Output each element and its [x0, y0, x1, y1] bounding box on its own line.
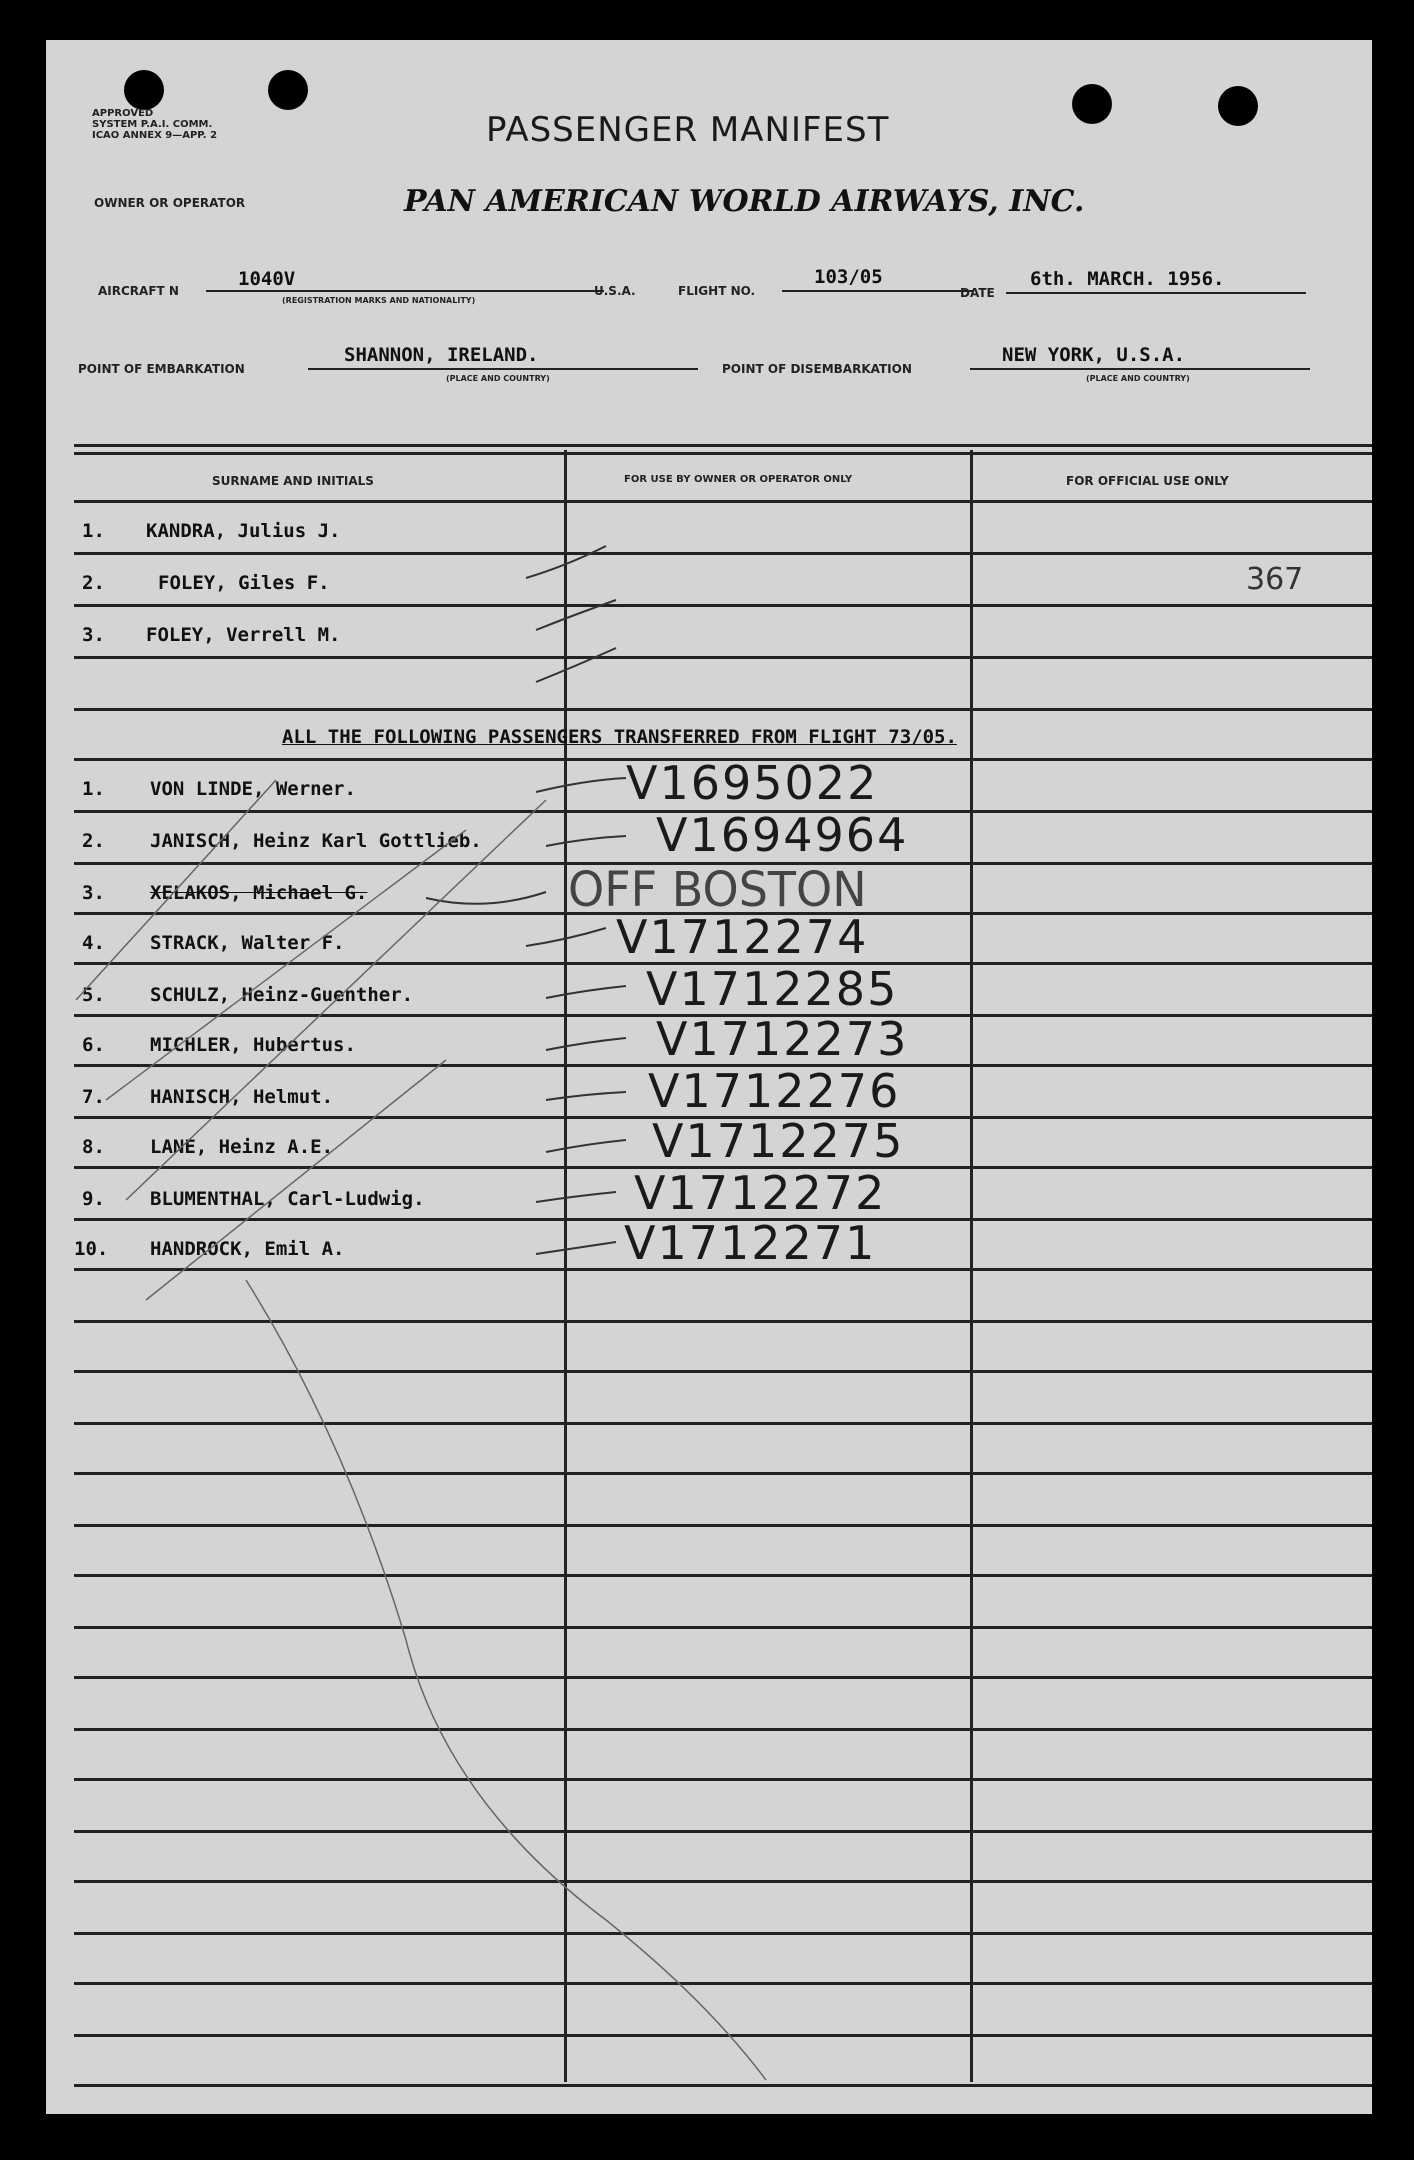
embark-value: SHANNON, IRELAND.: [344, 344, 539, 366]
transfer-name: XELAKOS, Michael G.: [150, 882, 368, 904]
passenger-number: 1.: [82, 520, 105, 542]
transfer-code: V1712285: [646, 962, 899, 1016]
transfer-number: 6.: [82, 1034, 105, 1056]
pen-marks: [46, 40, 1372, 2114]
col-header-owner-use: FOR USE BY OWNER OR OPERATOR ONLY: [624, 474, 853, 485]
passenger-number: 2.: [82, 572, 105, 594]
transfer-code: V1695022: [626, 756, 879, 810]
date-value: 6th. MARCH. 1956.: [1030, 268, 1225, 290]
approved-line: ICAO ANNEX 9—APP. 2: [92, 130, 218, 141]
transfer-code: V1712271: [624, 1216, 877, 1270]
transfer-name: BLUMENTHAL, Carl-Ludwig.: [150, 1188, 425, 1210]
approved-line: SYSTEM P.A.I. COMM.: [92, 119, 213, 130]
disembark-label: POINT OF DISEMBARKATION: [722, 362, 912, 376]
transfer-number: 3.: [82, 882, 105, 904]
off-boston-stamp: OFF BOSTON: [568, 860, 867, 918]
transfer-number: 4.: [82, 932, 105, 954]
owner-value: PAN AMERICAN WORLD AIRWAYS, INC.: [404, 184, 1085, 219]
aircraft-label: AIRCRAFT N: [98, 284, 179, 298]
embark-label: POINT OF EMBARKATION: [78, 362, 245, 376]
aircraft-caption: (REGISTRATION MARKS AND NATIONALITY): [282, 296, 476, 305]
passenger-name: FOLEY, Verrell M.: [146, 624, 341, 646]
transfer-code: V1712272: [634, 1166, 887, 1220]
transfer-name: SCHULZ, Heinz-Guenther.: [150, 984, 414, 1006]
transfer-name: STRACK, Walter F.: [150, 932, 345, 954]
passenger-number: 3.: [82, 624, 105, 646]
manifest-sheet: [46, 40, 1372, 2114]
transfer-number: 2.: [82, 830, 105, 852]
official-note: 367: [1246, 562, 1304, 597]
transfer-number: 10.: [74, 1238, 109, 1260]
passenger-name: KANDRA, Julius J.: [146, 520, 341, 542]
transfer-number: 5.: [82, 984, 105, 1006]
transfer-code: V1712276: [648, 1064, 901, 1118]
transfer-name: JANISCH, Heinz Karl Gottlieb.: [150, 830, 482, 852]
date-label: DATE: [960, 286, 995, 300]
transfer-name: MICHLER, Hubertus.: [150, 1034, 356, 1056]
transfer-code: V1712275: [652, 1114, 905, 1168]
transfer-number: 9.: [82, 1188, 105, 1210]
col-header-official-use: FOR OFFICIAL USE ONLY: [1066, 474, 1229, 488]
transfer-code: V1712274: [616, 910, 869, 964]
transfer-name: VON LINDE, Werner.: [150, 778, 356, 800]
transfer-code: V1712273: [656, 1012, 909, 1066]
aircraft-value: 1040V: [238, 268, 296, 290]
disembark-value: NEW YORK, U.S.A.: [1002, 344, 1186, 366]
usa-label: U.S.A.: [594, 284, 636, 298]
passenger-name: FOLEY, Giles F.: [158, 572, 330, 594]
transfer-number: 1.: [82, 778, 105, 800]
flight-label: FLIGHT NO.: [678, 284, 756, 298]
transfer-note: ALL THE FOLLOWING PASSENGERS TRANSFERRED FROM FLIGHT 73/05.: [282, 726, 957, 748]
transfer-name: HANISCH, Helmut.: [150, 1086, 334, 1108]
approved-line: APPROVED: [92, 108, 154, 119]
transfer-name: HANDROCK, Emil A.: [150, 1238, 345, 1260]
owner-label: OWNER OR OPERATOR: [94, 196, 246, 210]
form-title: PASSENGER MANIFEST: [486, 110, 890, 150]
disembark-caption: (PLACE AND COUNTRY): [1086, 374, 1190, 383]
col-header-surname: SURNAME AND INITIALS: [212, 474, 374, 488]
transfer-code: V1694964: [656, 808, 909, 862]
flight-value: 103/05: [814, 266, 883, 288]
transfer-name: LANE, Heinz A.E.: [150, 1136, 334, 1158]
transfer-number: 7.: [82, 1086, 105, 1108]
embark-caption: (PLACE AND COUNTRY): [446, 374, 550, 383]
transfer-number: 8.: [82, 1136, 105, 1158]
